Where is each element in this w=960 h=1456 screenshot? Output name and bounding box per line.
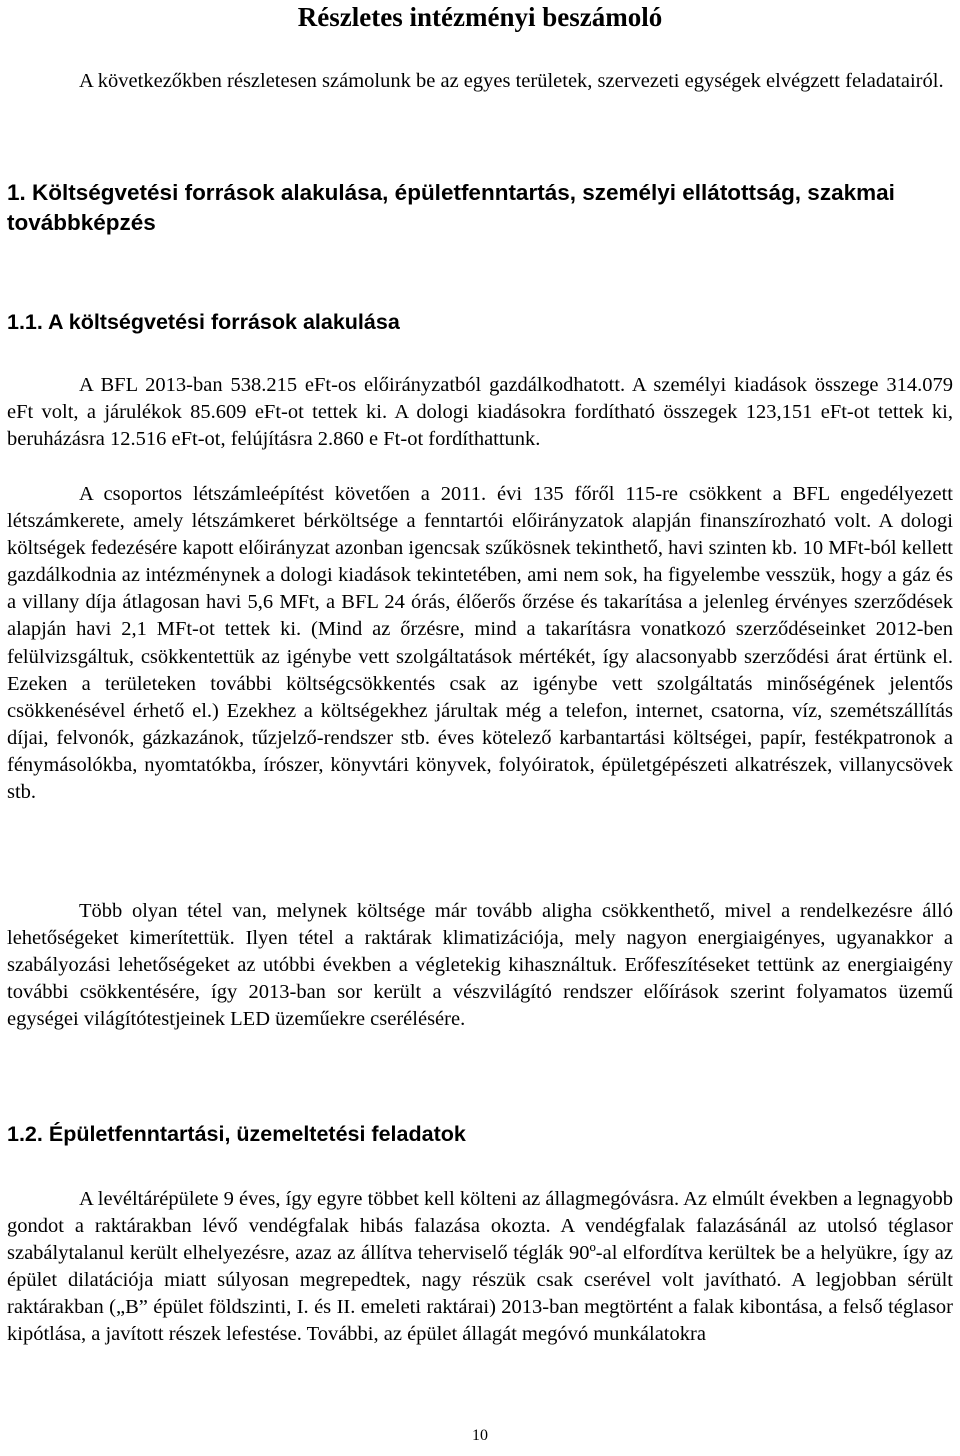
staff-paragraph: A csoportos létszámleépítést követően a 2011. évi 135 főről 115-re csökkent a BFL engedélyezett létszámkerete, amely létszámkeret bérköltsége a fenntartói előirányzatok alapján finanszírozható volt. A dologi költségek fedezésére kapott előirányzat azonban igencsak szűkösnek tekinthető, havi szinten kb. 10 MFt-ból kellett gazdálkodnia az intézménynek a dologi kiadások tekintetében, ami nem sok, ha figyelembe vesszük, hogy a gáz és a villany díja átlagosan havi 5,6 MFt, a BFL 24 órás, élőerős őrzése és takarítása a jelenleg érvényes szerződések alapján havi 2,1 MFt-ot tettek ki. (Mind az őrzésre, mind a takarításra vonatkozó szerződéseinket 2012-ben felülvizsgáltuk, csökkentettük az igénybe vett szolgáltatások mértékét, így alacsonyabb szerződési árat értünk el. Ezeken a területeken további költségcsökkentés csak az igénybe vett szolgáltatás minőségének jelentős csökkenésével érhető el.) Ezekhez a költségekhez járultak még a telefon, internet, csatorna, víz, szemétszállítás díjai, felvonók, gázkazánok, tűzjelző-rendszer stb. éves kötelező karbantartási költségei, papír, festékpatronok a fénymásolókba, nyomtatókba, írószer, könyvtári könyvek, folyóiratok, épületgépészeti alkatrészek, villanycsövek stb. xyxy=(7,483,953,804)
page-title: Részletes intézményi beszámoló xyxy=(297,2,663,32)
section-1-1-heading: 1.1. A költségvetési források alakulása xyxy=(7,310,400,334)
page-number: 10 xyxy=(472,1427,488,1444)
building-paragraph: A levéltárépülete 9 éves, így egyre többet kell költeni az állagmegóvásra. Az elmúlt években a legnagyobb gondot a raktárakban lévő vendégfalak hibás falazása okozta. A vendégfalak falazásánál az utolsó téglasor szabálytalanul került elhelyezésre, azaz az állítva teherviselő téglák 90º-al elfordítva kerültek be a helyükre, így az épület dilatációja miatt súlyosan megrepedtek, nagy részük csak cserével volt javítható. A legjobban sérült raktárakban („B” épület földszinti, I. és II. emeleti raktárai) 2013-ban megtörtént a falak kibontása, a felső téglasor kipótlása, a javított részek lefestése. További, az épület állagát megóvó munkálatokra xyxy=(7,1188,953,1346)
section-1-heading: 1. Költségvetési források alakulása, épületfenntartás, személyi ellátottság, szakmai továbbképzés xyxy=(7,180,895,235)
section-1-2-number: 1.2. xyxy=(7,1122,43,1146)
costs-paragraph: Több olyan tétel van, melynek költsége már tovább aligha csökkenthető, mivel a rendelkezésre álló lehetőségeket kimerítettük. Ilyen tétel a raktárak klimatizációja, mely nagyon energiaigényes, ugyanakkor a szabályozási lehetőségeket az utóbbi években a végletekig kihasználtuk. Erőfeszítéseket tettünk az energiaigény további csökkentésére, így 2013-ban sor került a vészvilágító rendszer előírások szerint folyamatos üzemű egységei világítótestjeinek LED üzeműekre cserélésére. xyxy=(7,900,953,1031)
section-1-2-title: Épületfenntartási, üzemeltetési feladatok xyxy=(42,1122,466,1146)
intro-paragraph: A következőkben részletesen számolunk be az egyes területek, szervezeti egységek elvégzett feladatairól. xyxy=(79,70,944,92)
budget-paragraph: A BFL 2013-ban 538.215 eFt-os előirányzatból gazdálkodhatott. A személyi kiadások összege 314.079 eFt volt, a járulékok 85.609 eFt-ot tettek ki. A dologi kiadásokra fordítható összegek 123,151 eFt-ot tettek ki, beruházásra 12.516 eFt-ot, felújításra 2.860 e Ft-ot fordíthattunk. xyxy=(7,374,953,451)
section-1-2-heading xyxy=(7,1120,947,1148)
